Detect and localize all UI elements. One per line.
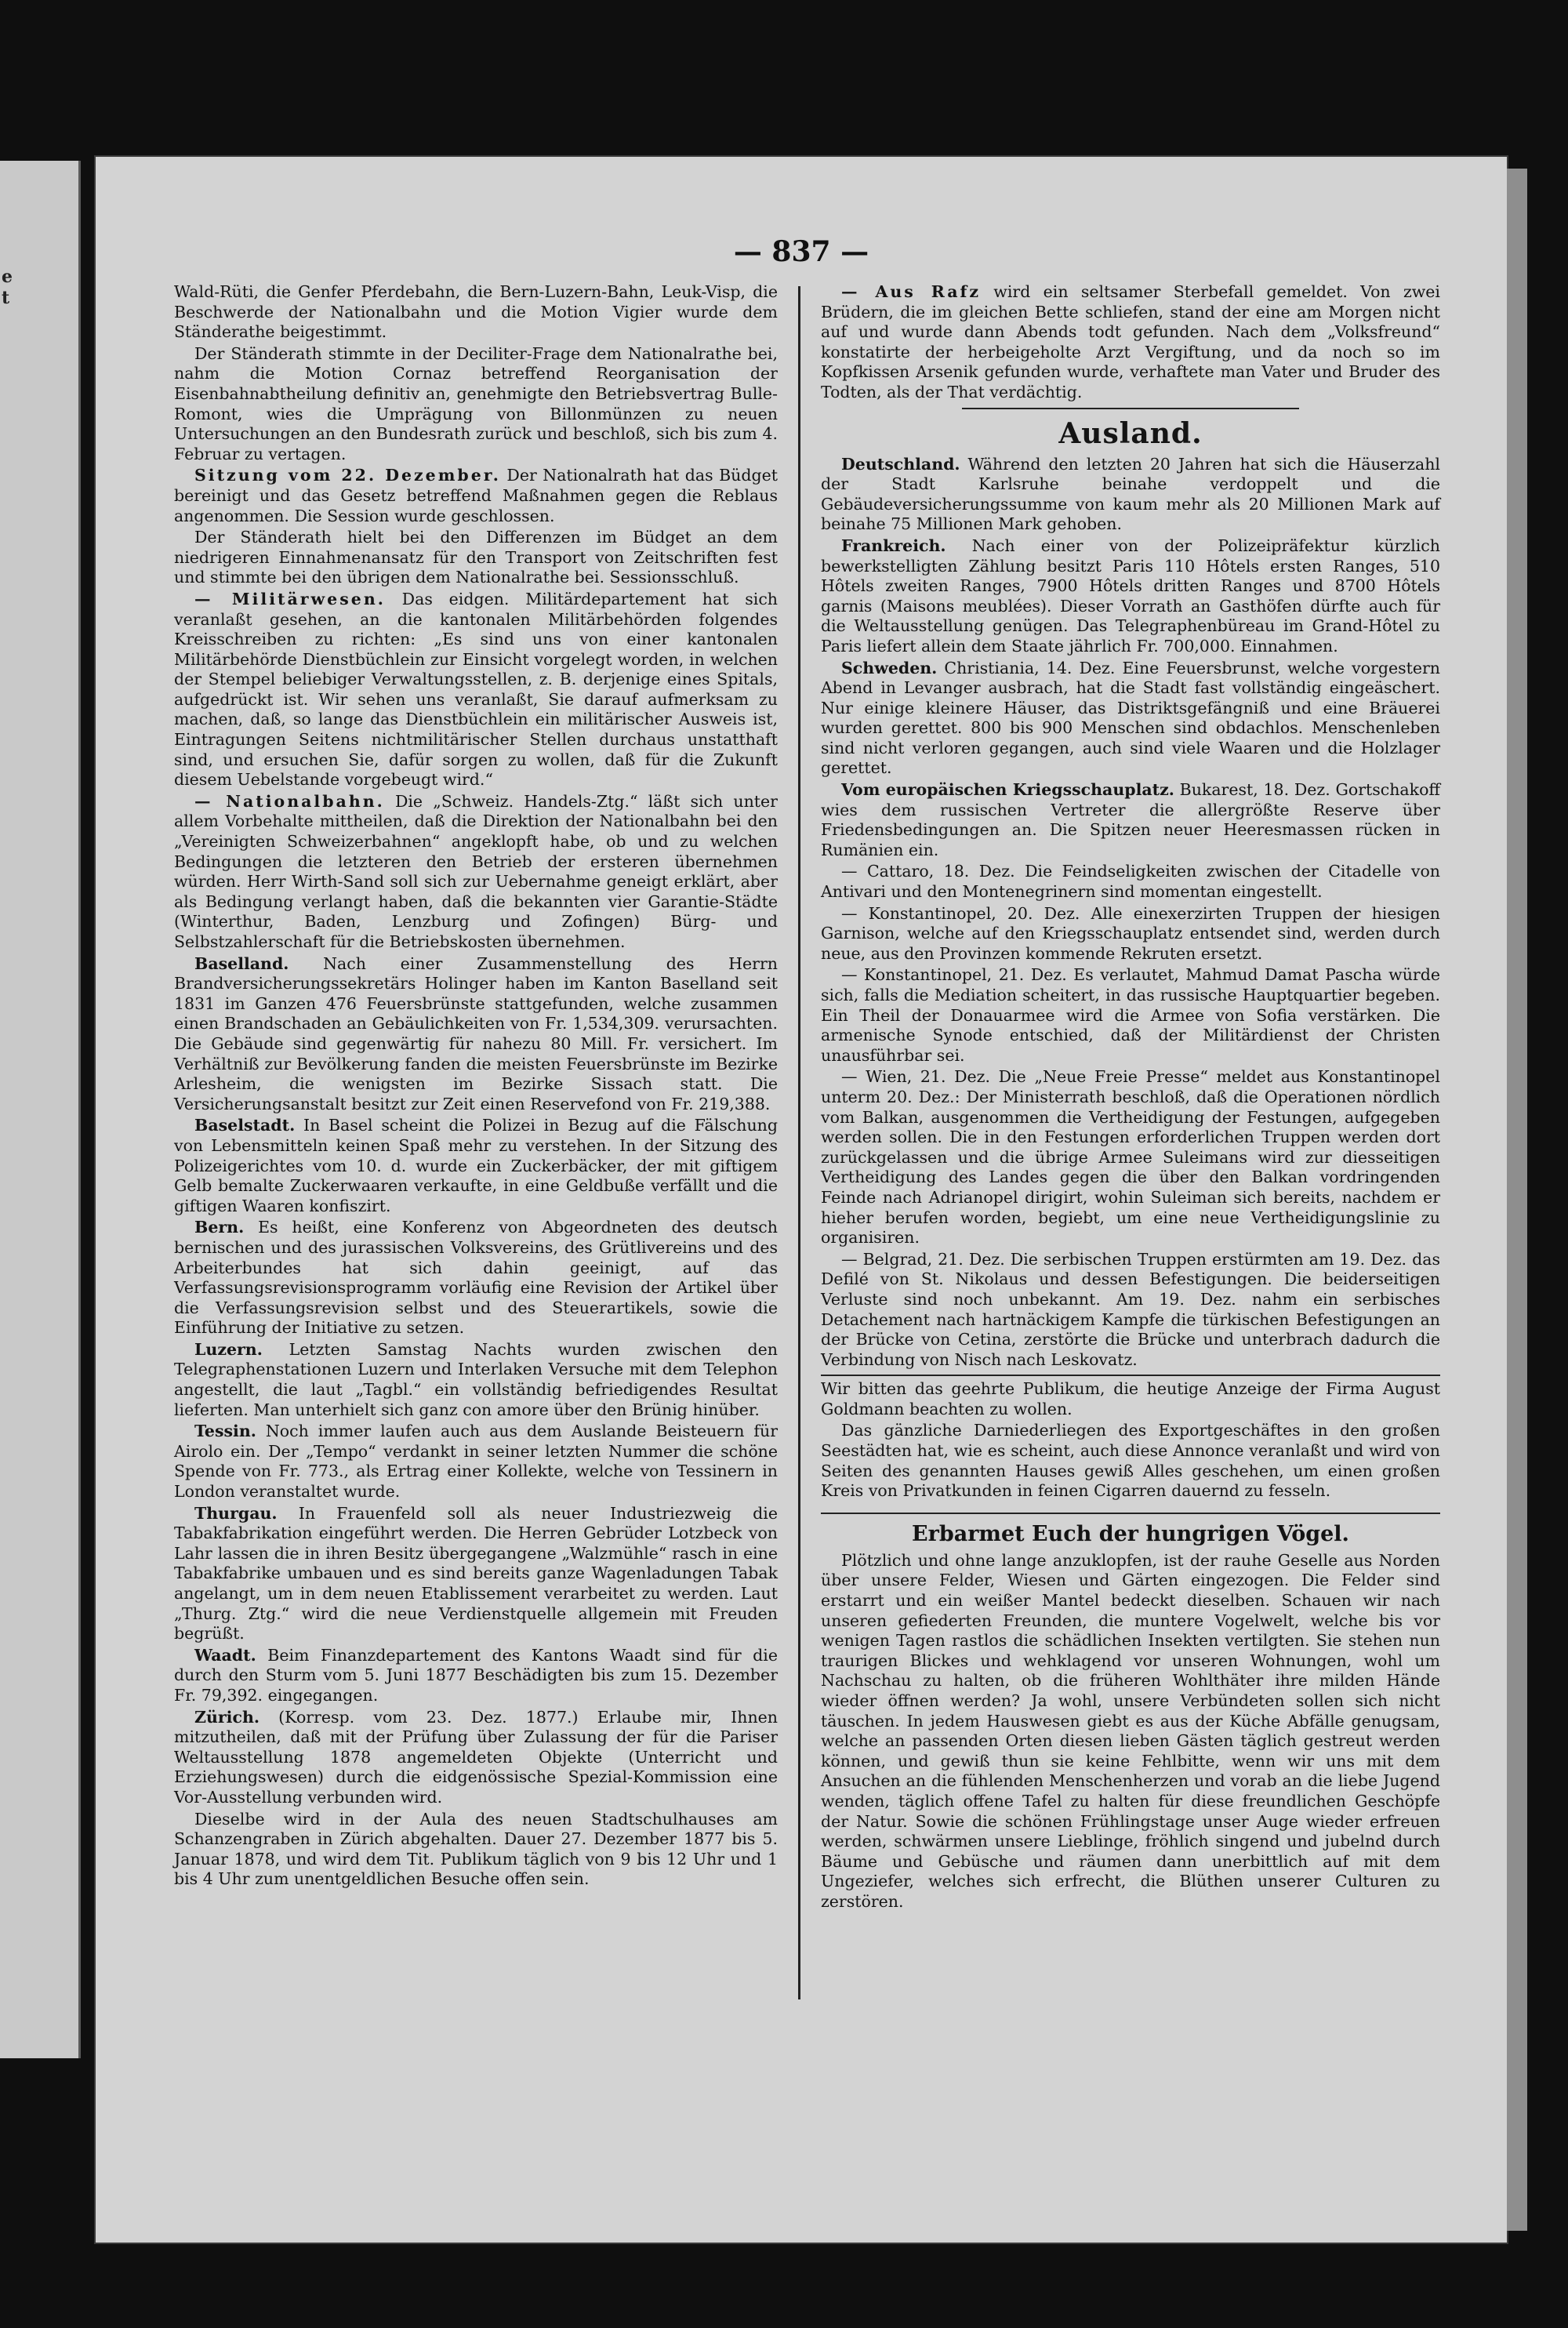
- section-rule: [962, 408, 1299, 409]
- ausland-articles: [821, 455, 1440, 1371]
- article-text: Es heißt, eine Konferenz von Abgeordneten des deutsch bernischen und des jurassischen Volksvereins, des Grütlivereins und des Arbeiterbundes hat sich dahin geeinigt, auf das Verfassungsrevisionsprogramm vorläufig eine Revision der Artikel über die Verfassungsrevision selbst und des Steuerartikels, sowie die Einführung der Initiative zu setzen.: [174, 1218, 778, 1338]
- article-paragraph: [821, 904, 1440, 964]
- page-number: — 837 —: [733, 235, 869, 268]
- article-paragraph: [821, 965, 1440, 1066]
- article-paragraph: [174, 1116, 778, 1216]
- article-paragraph: [174, 1340, 778, 1420]
- article-text: Der Ständerath stimmte in der Deciliter-Frage dem Nationalrathe bei, nahm die Motion Cornaz betreffend Reorganisation der Eisenbahnabtheilung definitiv an, genehmigte den Betriebsvertrag Bulle-Romont, wies die Umprägung von Billonmünzen zu neuen Untersuchungen an den Bundesrath zurück und beschloß, sich bis zum 4. Februar zu vertagen.: [174, 343, 778, 463]
- article-text: Der Ständerath hielt bei den Differenzen im Büdget an dem niedrigeren Einnahmenansatz für den Transport von Zeitschriften fest und stimmte bei den übrigen dem Nationalrathe bei. Sessionsschluß.: [174, 528, 778, 587]
- article-paragraph: [174, 1646, 778, 1706]
- article-text: Nach einer Zusammenstellung des Herrn Brandversicherungssekretärs Holinger haben im Kanton Baselland seit 1831 im Ganzen 476 Feuersbrünste stattgefunden, welche zusammen einen Brandschaden an Gebäulichkeiten von Fr. 1,534,309. verursachten. Die Gebäude sind gegenwärtig für nahezu 80 Mill. Fr. versichert. Im Verhältniß zur Bevölkerung fanden die meisten Feuersbrünste im Bezirke Arlesheim, die wenigsten im Bezirke Sissach statt. Die Versicherungsanstalt besitzt zur Zeit einen Reservefond von Fr. 219,388.: [174, 953, 778, 1113]
- article-text: — Cattaro, 18. Dez. Die Feindseligkeiten zwischen der Citadelle von Antivari und den Montenegrinern sind momentan eingestellt.: [821, 862, 1440, 902]
- article-heading: Frankreich.: [841, 536, 946, 555]
- article-paragraph: [821, 455, 1440, 535]
- article-heading: Thurgau.: [194, 1503, 278, 1523]
- article-heading: Sitzung vom 22. Dezember.: [194, 466, 501, 485]
- article-paragraph: [821, 780, 1440, 860]
- article-heading: Waadt.: [194, 1645, 256, 1665]
- article-heading: — Militärwesen.: [194, 589, 386, 608]
- article-text: Letzten Samstag Nachts wurden zwischen den Telegraphenstationen Luzern und Interlaken Versuche mit dem Telephon angestellt, die laut „Tagbl.“ ein vollständig befriedigendes Resultat lieferten. Man unterhielt sich ganz con amore über den Brünig hinüber.: [174, 1339, 778, 1419]
- article-paragraph: [821, 536, 1440, 657]
- adjacent-page-fragment: t: [2, 288, 10, 308]
- article-paragraph: [174, 1218, 778, 1338]
- newspaper-page: [96, 157, 1507, 2243]
- article-paragraph: [174, 590, 778, 790]
- article-paragraph: [821, 282, 1440, 403]
- article-heading: Zürich.: [194, 1707, 260, 1727]
- article-paragraph: [174, 282, 778, 343]
- notice-block: [821, 1375, 1440, 1502]
- article-text: Die „Schweiz. Handels-Ztg.“ läßt sich unter allem Vorbehalte mittheilen, daß die Direktion der Nationalbahn bei den „Vereinigten Schweizerbahnen“ angeklopft habe, ob und zu welchen Bedingungen die letzteren den Betrieb der ersteren übernehmen würden. Herr Wirth-Sand soll sich zur Uebernahme geneigt erklärt, aber als Bedingung verlangt haben, daß die bekannten vier Garantie-Städte (Winterthur, Baden, Lenzburg und Zofingen) Bürg- und Selbstzahlerschaft für die Betriebskosten übernehmen.: [174, 791, 778, 951]
- article-text: Wald-Rüti, die Genfer Pferdebahn, die Bern-Luzern-Bahn, Leuk-Visp, die Beschwerde der Nationalbahn und die Motion Vigier wurde dem Ständerathe beigestimmt.: [174, 282, 778, 342]
- article-paragraph: [174, 466, 778, 526]
- column-divider: [798, 286, 800, 1999]
- article-text: — Wien, 21. Dez. Die „Neue Freie Presse“ meldet aus Konstantinopel unterm 20. Dez.: Der Ministerrath beschloß, daß die Operationen nördlich vom Balkan, ausgenommen die Vertheidigung der Festungen, aufgegeben werden sollen. Die in den Festungen erforderlichen Truppen werden dort zurückgelassen und die übrige Armee Suleimans wird zur diesseitigen Vertheidigung des Landes gegen die über den Balkan vordringenden Feinde nach Adrianopel dirigirt, wohin Suleiman sich bereits, nachdem er hieher berufen worden, begiebt, um eine neue Vertheidigungslinie zu organisiren.: [821, 1067, 1440, 1248]
- article-text: — Konstantinopel, 20. Dez. Alle einexerzirten Truppen der hiesigen Garnison, welche auf den Kriegsschauplatz entsendet sind, werden durch neue, aus den Provinzen kommende Rekruten ersetzt.: [821, 903, 1440, 963]
- article-heading: Bern.: [194, 1218, 245, 1237]
- article-paragraph: [174, 1422, 778, 1502]
- notice-paragraph: Wir bitten das geehrte Publikum, die heutige Anzeige der Firma August Goldmann beachten zu wollen.: [821, 1379, 1440, 1418]
- article-text: Während den letzten 20 Jahren hat sich die Häuserzahl der Stadt Karlsruhe beinahe verdoppelt und die Gebäudeversicherungssumme von kaum mehr als 20 Millionen Mark auf beinahe 75 Millionen Mark gehoben.: [821, 454, 1440, 534]
- article-paragraph: [174, 792, 778, 953]
- adjacent-page-edge: [0, 161, 81, 2058]
- right-column: [821, 282, 1440, 1914]
- adjacent-page-fragment: e: [2, 267, 13, 287]
- article-paragraph: [174, 1504, 778, 1644]
- article-text: Der Nationalrath hat das Büdget bereinigt und das Gesetz betreffend Maßnahmen gegen die Reblaus angenommen. Die Session wurde geschlossen.: [174, 466, 778, 525]
- article-heading: Tessin.: [194, 1422, 256, 1441]
- section-title-ausland: Ausland.: [1058, 416, 1203, 450]
- article-paragraph: [174, 528, 778, 588]
- article-heading: Vom europäischen Kriegsschauplatz.: [841, 780, 1174, 800]
- article-paragraph: [821, 862, 1440, 902]
- article-text: In Basel scheint die Polizei in Bezug auf die Fälschung von Lebensmitteln keinen Spaß mehr zu verstehen. In der Sitzung des Polizeigerichtes vom 10. d. wurde ein Zuckerbäcker, der mit giftigem Gelb bemalte Zuckerwaaren verkaufte, in eine Geldbuße verfällt und die giftigen Waaren konfiszirt.: [174, 1116, 778, 1215]
- article-heading: Baselland.: [194, 953, 289, 973]
- article-paragraph: [821, 1250, 1440, 1371]
- article-paragraph: [174, 344, 778, 465]
- article-heading: Schweden.: [841, 658, 938, 677]
- article-text: Bukarest, 18. Dez. Gortschakoff wies dem russischen Vertreter die allergrößte Reserve über Friedensbedingungen an. Die Spitzen neuer Heeresmassen rücken in Rumänien ein.: [821, 780, 1440, 859]
- article-text: Dieselbe wird in der Aula des neuen Stadtschulhauses am Schanzengraben in Zürich abgehalten. Dauer 27. Dezember 1877 bis 5. Januar 1878, und wird dem Tit. Publikum täglich von 9 bis 12 Uhr und 1 bis 4 Uhr zum unentgeldlichen Besuche offen sein.: [174, 1809, 778, 1889]
- article-heading: Luzern.: [194, 1339, 263, 1359]
- article-paragraph: [174, 954, 778, 1115]
- article-heading: Baselstadt.: [194, 1116, 296, 1135]
- article-heading: — Nationalbahn.: [194, 791, 385, 811]
- page-edge-shadow: [1507, 169, 1527, 2231]
- article-paragraph: [174, 1810, 778, 1890]
- article-text: — Konstantinopel, 21. Dez. Es verlautet, Mahmud Damat Pascha würde sich, falls die Mediation scheitert, in das russische Hauptquartier begeben. Ein Theil der Donauarmee wird die Armee von Sofia verstärken. Die armenische Synode entschied, daß der Militärdienst der Christen unausführbar sei.: [821, 965, 1440, 1065]
- appeal-paragraph: Plötzlich und ohne lange anzuklopfen, ist der rauhe Geselle aus Norden über unsere Felder, Wiesen und Gärten eingezogen. Die Felder sind erstarrt und ein weißer Mantel bedeckt dieselben. Schauen wir nach unseren gefiederten Freunden, die muntere Vogelwelt, welche bis vor wenigen Tagen rastlos die schädlichen Insekten vertilgten. Sie stehen nun traurigen Blickes und wehklagend vor unseren Wohnungen, wohl um Nachschau zu halten, ob die früheren Wohlthäter ihre milden Hände wieder öffnen werden? Ja wohl, unsere Verbündeten sollen sich nicht täuschen. In jedem Hauswesen giebt es aus der Küche Abfälle genugsam, welche an passenden Orten diesen lieben Gästen täglich gestreut werden können, und gewiß thun sie keine Fehlbitte, wenn wir uns mit dem Ansuchen an die fühlenden Menschenherzen und vorab an die liebe Jugend wenden, täglich offene Tafel zu halten für diese freundlichen Geschöpfe der Natur. Sowie die schönen Frühlingstage unser Auge wieder erfreuen werden, schwärmen unsere Lieblinge, fröhlich singend und jubelnd durch Bäume und Gebüsche und räumen dann unerbittlich auf mit dem Ungeziefer, welches sich erfrecht, die Blüthen unserer Culturen zu zerstören.: [821, 1550, 1440, 1911]
- article-heading: — Aus Rafz: [841, 282, 981, 301]
- article-paragraph: [174, 1708, 778, 1808]
- left-column: [174, 282, 778, 1891]
- right-top-articles: [821, 282, 1440, 403]
- article-paragraph: [821, 1067, 1440, 1248]
- article-text: wird ein seltsamer Sterbefall gemeldet. Von zwei Brüdern, die im gleichen Bette schliefen, stand der eine am Morgen nicht auf und wurde dann Abends todt gefunden. Nach dem „Volksfreund“ konstatirte der herbeigeholte Arzt Vergiftung, und da noch so im Kopfkissen Arsenik gefunden wurde, verhaftete man Vater und Bruder des Todten, als der That verdächtig.: [821, 282, 1440, 401]
- appeal-title: Erbarmet Euch der hungrigen Vögel.: [821, 1513, 1440, 1546]
- article-text: Das eidgen. Militärdepartement hat sich veranlaßt gesehen, an die kantonalen Militärbehörden folgendes Kreisschreiben zu richten: „Es sind uns von einer kantonalen Militärbehörde Dienstbüchlein zur Einsicht vorgelegt worden, in welchen der Stempel beliebiger Verwaltungsstellen, z. B. derjenige eines Spitals, aufgedrückt ist. Wir sehen uns veranlaßt, Sie darauf aufmerksam zu machen, daß, so lange das Dienstbüchlein ein militärischer Ausweis ist, Eintragungen Seitens nichtmilitärischer Stellen durchaus unstatthaft sind, und ersuchen Sie, dafür sorgen zu wollen, daß für die Zukunft diesem Uebelstande vorgebeugt wird.“: [174, 589, 778, 790]
- article-text: — Belgrad, 21. Dez. Die serbischen Truppen erstürmten am 19. Dez. das Defilé von St. Nikolaus und dessen Befestigungen. Die beiderseitigen Verluste sind noch unbekannt. Am 19. Dez. nahm ein serbisches Detachement nach hartnäckigem Kampfe die türkischen Befestigungen an der Brücke von Cetina, zerstörte die Brücke und unterbrach dadurch die Verbindung von Nisch nach Leskovatz.: [821, 1249, 1440, 1369]
- article-text: Beim Finanzdepartement des Kantons Waadt sind für die durch den Sturm vom 5. Juni 1877 Beschädigten bis zum 15. Dezember Fr. 79,392. eingegangen.: [174, 1645, 778, 1705]
- article-text: In Frauenfeld soll als neuer Industriezweig die Tabakfabrikation eingeführt werden. Die Herren Gebrüder Lotzbeck von Lahr lassen die in ihren Besitz übergegangene „Walzmühle“ rasch in eine Tabakfabrike umbauen und es sind bereits ganze Wagenladungen Tabak angelangt, um in dem neuen Etablissement verarbeitet zu werden. Laut „Thurg. Ztg.“ wird die neue Verdienstquelle allgemein mit Freuden begrüßt.: [174, 1503, 778, 1643]
- article-text: Christiania, 14. Dez. Eine Feuersbrunst, welche vorgestern Abend in Levanger ausbrach, hat die Stadt fast vollständig eingeäschert. Nur einige kleinere Häuser, das Distriktsgefängniß und eine Bräuerei wurden gerettet. 800 bis 900 Menschen sind obdachlos. Menschenleben sind nicht verloren gegangen, auch sind viele Waaren und die Holzlager gerettet.: [821, 658, 1440, 778]
- article-heading: Deutschland.: [841, 454, 960, 474]
- article-text: (Korresp. vom 23. Dez. 1877.) Erlaube mir, Ihnen mitzutheilen, daß mit der Prüfung über Zulassung der für die Pariser Weltausstellung 1878 angemeldeten Objekte (Unterricht und Erziehungswesen) durch die eidgenössische Spezial-Kommission eine Vor-Ausstellung verbunden wird.: [174, 1707, 778, 1807]
- article-paragraph: [821, 659, 1440, 779]
- notice-paragraph: Das gänzliche Darniederliegen des Exportgeschäftes in den großen Seestädten hat, wie es scheint, auch diese Annonce veranlaßt und wird von Seiten des genannten Hauses gewiß Alles geschehen, um einen großen Kreis von Privatkunden in feinen Cigarren dauernd zu fesseln.: [821, 1421, 1440, 1501]
- article-text: Nach einer von der Polizeipräfektur kürzlich bewerkstelligten Zählung besitzt Paris 110 Hôtels ersten Ranges, 510 Hôtels zweiten Ranges, 7900 Hôtels dritten Ranges und 8700 Hôtels garnis (Maisons meublées). Dieser Vorrath an Gasthöfen dürfte auch für die Weltausstellung genügen. Das Telegraphenbüreau im Grand-Hôtel zu Paris liefert allein dem Staate jährlich Fr. 700,000. Einnahmen.: [821, 536, 1440, 656]
- article-text: Noch immer laufen auch aus dem Auslande Beisteuern für Airolo ein. Der „Tempo“ verdankt in seiner letzten Nummer die schöne Spende von Fr. 773., als Ertrag einer Kollekte, welche von Tessinern in London veranstaltet wurde.: [174, 1422, 778, 1502]
